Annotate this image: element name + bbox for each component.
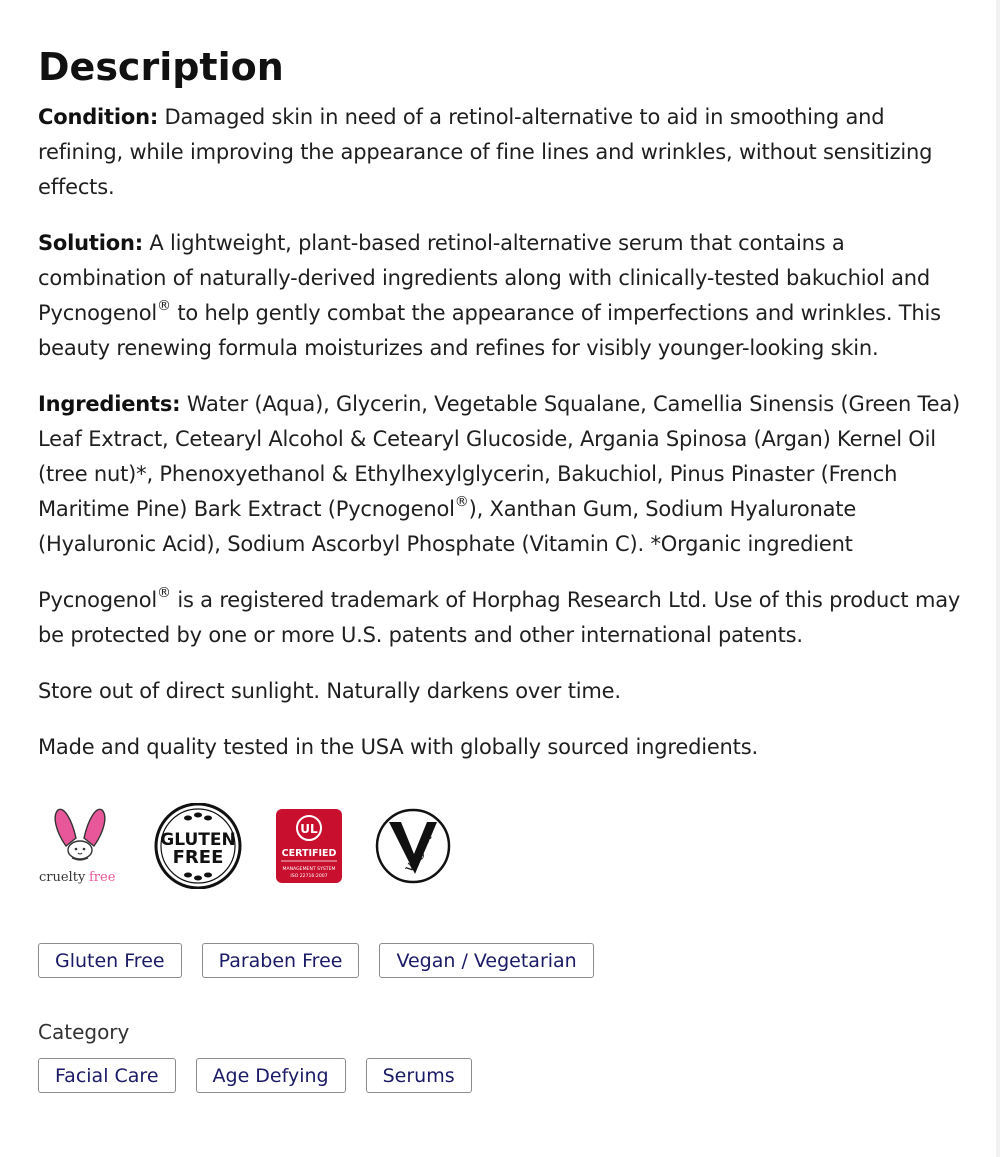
vegan-badge xyxy=(374,808,452,884)
storage-paragraph: Store out of direct sunlight. Naturally darkens over time. xyxy=(38,679,621,703)
ul-management-text: MANAGEMENT SYSTEM xyxy=(282,867,336,872)
tag-paraben-free[interactable]: Paraben Free xyxy=(202,943,360,978)
trademark-text-before: Pycnogenol xyxy=(38,588,158,612)
cruelty-free-bunny-icon xyxy=(38,806,122,886)
cruelty-free-badge xyxy=(38,806,122,886)
trademark-text-after: is a registered trademark of Horphag Research Ltd. Use of this product may be protected by one or more U.S. patents and other international patents. xyxy=(38,588,961,647)
category-facial-care[interactable]: Facial Care xyxy=(38,1058,176,1093)
trademark-paragraph xyxy=(38,583,968,653)
cruelty-text: cruelty xyxy=(39,870,86,885)
ingredients-text-before: Water (Aqua), Glycerin, Vegetable Squalane, Camellia Sinensis (Green Tea) Leaf Extract, Cetearyl Alcohol & Cetearyl Glucoside, Argania Spinosa (Argan) Kernel Oil (tree nut)*, Phenoxyethanol & Ethylhexylglycerin, Bakuchiol, Pinus Pinaster (French Maritime Pine) Bark Extract (Pycnogenol xyxy=(38,392,961,521)
solution-text-before: A lightweight, plant-based retinol-alternative serum that contains a combination of naturally-derived ingredients along with clinically-tested bakuchiol and Pycnogenol xyxy=(38,231,931,325)
category-tags xyxy=(38,1058,968,1093)
ingredients-label: Ingredients: xyxy=(38,392,181,416)
vegan-seal-icon xyxy=(375,808,451,884)
gluten-text: GLUTEN xyxy=(160,830,236,850)
vegan-word-text: vegan xyxy=(400,830,436,875)
condition-label: Condition: xyxy=(38,105,159,129)
tag-vegan-vegetarian[interactable]: Vegan / Vegetarian xyxy=(379,943,593,978)
gluten-free-seal-icon xyxy=(153,803,243,889)
description-heading: Description xyxy=(38,45,284,89)
category-age-defying[interactable]: Age Defying xyxy=(196,1058,346,1093)
ul-iso-text: ISO 22716:2007 xyxy=(290,874,328,879)
registered-mark: ® xyxy=(157,298,171,314)
category-serums[interactable]: Serums xyxy=(366,1058,472,1093)
ul-certified-text: CERTIFIED xyxy=(281,848,337,859)
solution-paragraph xyxy=(38,226,968,366)
ingredients-paragraph xyxy=(38,387,968,562)
attribute-tags xyxy=(38,943,968,978)
condition-paragraph xyxy=(38,100,968,205)
ul-certified-badge xyxy=(274,808,344,884)
description-section xyxy=(38,44,968,1093)
ul-mark-text: UL xyxy=(300,822,318,836)
registered-mark: ® xyxy=(454,494,469,510)
origin-paragraph: Made and quality tested in the USA with globally sourced ingredients. xyxy=(38,735,758,759)
solution-label: Solution: xyxy=(38,231,143,255)
tag-gluten-free[interactable]: Gluten Free xyxy=(38,943,182,978)
certification-badges xyxy=(38,801,968,891)
scrollbar-track[interactable] xyxy=(996,0,1000,1157)
free-text: free xyxy=(89,870,116,885)
free-text: FREE xyxy=(172,847,224,868)
category-label: Category xyxy=(38,1020,130,1044)
registered-mark: ® xyxy=(157,585,171,601)
condition-text: Damaged skin in need of a retinol-alternative to aid in smoothing and refining, while improving the appearance of fine lines and wrinkles, without sensitizing effects. xyxy=(38,105,933,199)
ul-certified-icon xyxy=(275,808,343,884)
ingredients-text-after: ), Xanthan Gum, Sodium Hyaluronate (Hyaluronic Acid), Sodium Ascorbyl Phosphate (Vitamin C). *Organic ingredient xyxy=(38,497,857,556)
gluten-free-badge xyxy=(152,803,244,889)
solution-text-after: to help gently combat the appearance of imperfections and wrinkles. This beauty renewing formula moisturizes and refines for visibly younger-looking skin. xyxy=(38,301,941,360)
